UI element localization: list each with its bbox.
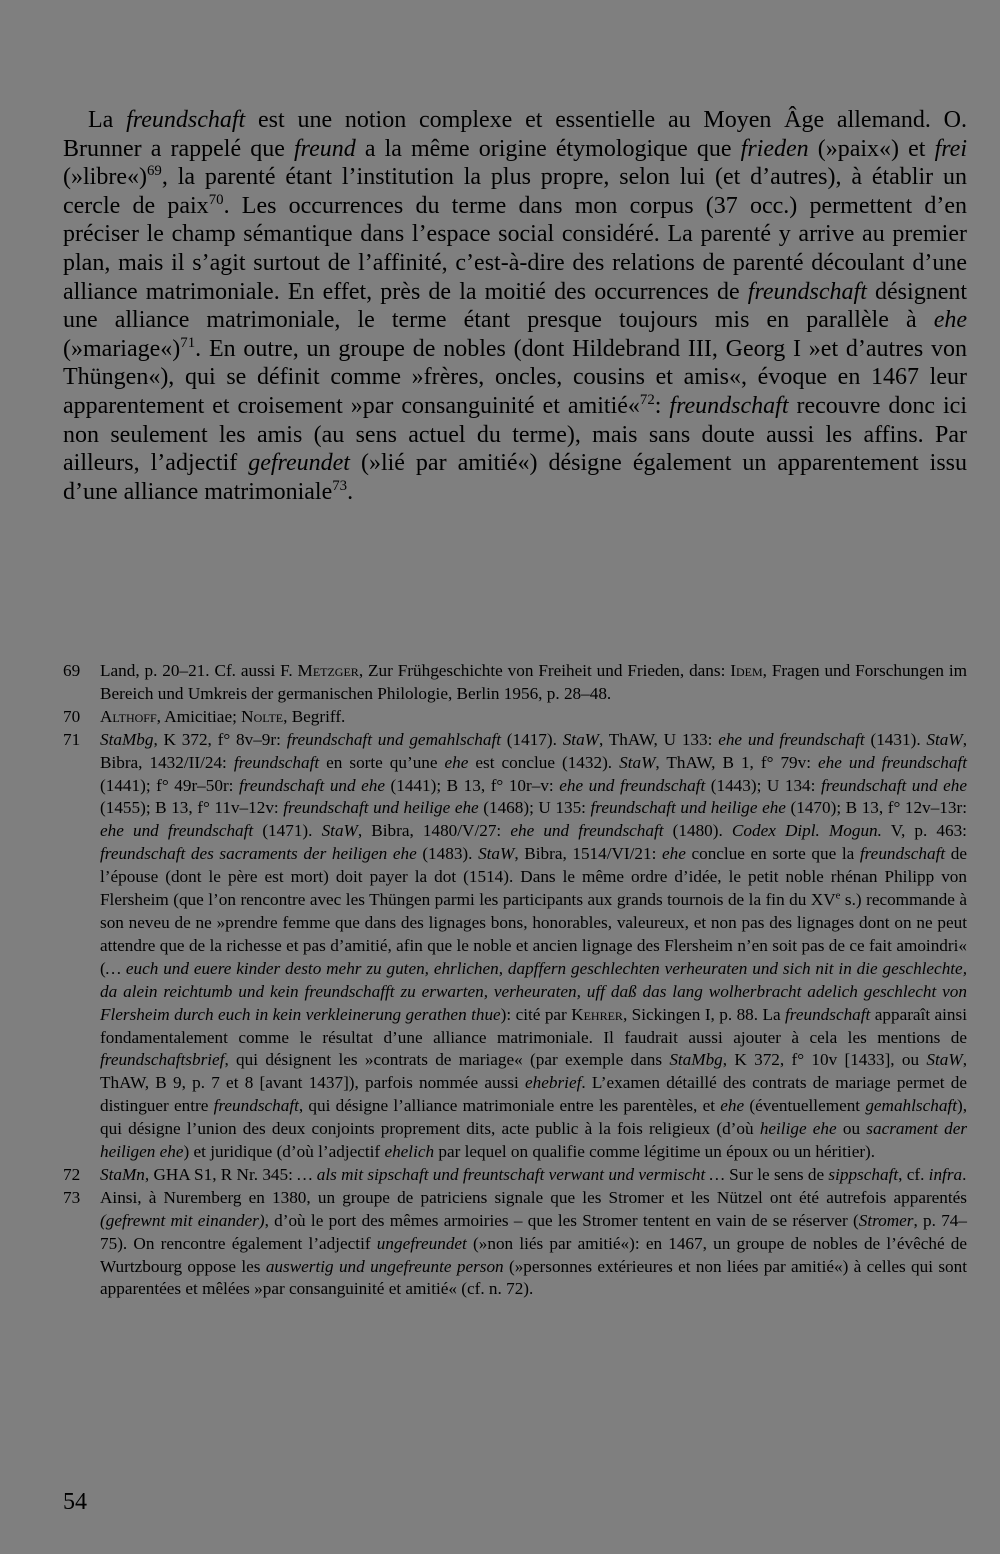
footnote-text: , Bibra, 1514/VI/21: [514,844,662,864]
footnote-text: . L’examen détaillé des contrats de mariage permet de distinguer entre [100,1073,967,1116]
footnote-text: Metzger [297,661,359,680]
footnote-text: est conclue (1432). [468,752,620,772]
footnote-72 [63,1164,967,1187]
footnote-text: (»non liés par amitié«): en 1467, un groupe de nobles de l’évêché de Wurtzbourg oppose les [100,1233,967,1276]
footnote-73 [63,1187,967,1302]
footnote-text: ehelich [384,1142,435,1162]
footnote-number: 69 [63,661,81,680]
footnote-text: , qui désigne l’alliance matrimoniale entre les parentèles, et [298,1096,721,1116]
footnote-text: , p. 74–75). On rencontre également l’adjectif [100,1210,967,1253]
footnote-text: (1443); U 134: [705,775,821,795]
footnote-text: freundschaft des sacraments der heiligen ehe [100,844,417,864]
paragraph-text: désignent une alliance matrimoniale, le terme étant presque toujours mis en parallèle à [63,278,968,334]
footnote-text: gemahlschaft [865,1096,957,1116]
footnote-text: , cf. [898,1164,929,1184]
paragraph-text: . En outre, un groupe de nobles (dont Hildebrand III, Georg I »et d’autres von Thüngen«), qui se définit comme »frères, oncles, cousins et amis«, évoque en 1467 leur apparentement et croisement »par consanguinité et amitié« [63,335,967,419]
footnote-70 [63,706,967,729]
paragraph-text: (»lié par amitié«) désigne également un apparentement issu d’une alliance matrimoniale [63,450,967,505]
footnote-number: 73 [63,1187,81,1207]
footnote-reference: 71 [180,334,196,351]
footnote-text: Sur le sens de [724,1164,829,1184]
footnote-text: ehe und freundschaft [510,821,664,841]
footnote-text: freundschaft und heilige ehe [283,798,479,818]
footnote-reference: 70 [208,191,224,208]
footnote-text: (1417). [501,729,563,749]
footnote-text: par lequel on qualifie comme légitime un époux ou un héritier). [434,1142,876,1162]
footnote-text: en sorte qu’une [319,752,445,772]
footnote-text: (1470); B 13, f° 12v–13r: [785,798,967,818]
paragraph-text: freundschaft [747,278,867,305]
paragraph-text: frei [934,135,967,162]
footnotes-section [63,660,967,1301]
footnote-text: V, p. 463: [881,821,967,841]
footnote-text: Idem [730,661,763,680]
footnote-text: ungefreundet [376,1233,467,1253]
footnote-text: , Fragen und Forschungen im Bereich und Umkreis der germanischen Philologie, Berlin 1956, p. 28–48. [100,661,967,703]
page-number: 54 [63,1489,87,1515]
footnote-text: infra [928,1164,963,1184]
paragraph-text: recouvre donc ici non seulement les amis (au sens actuel du terme), mais sans doute aussi les affins. Par ailleurs, l’adjectif [63,392,967,477]
footnote-text: Stromer [858,1210,914,1230]
footnote-text: auswertig und ungefreunte person [265,1256,504,1276]
paragraph-text: (»paix«) et [808,135,935,162]
footnote-text: Nolte [241,706,284,726]
paragraph-text: : [654,392,670,419]
footnote-71 [63,729,967,1164]
footnote-text: , Begriff. [283,706,346,726]
footnote-text: freundschaft und ehe [820,775,967,795]
footnote-text: freundschaft [785,1004,871,1024]
paragraph-text: freund [293,135,356,162]
footnote-text: , Bibra, 1480/V/27: [357,821,511,841]
footnote-text: , Bibra, 1432/II/24: [100,729,967,772]
footnote-text: , ThAW, U 133: [598,729,719,749]
paragraph-text: gefreundet [248,450,350,477]
footnote-text: StaMbg [669,1050,723,1070]
footnote-text: ehe und freundschaft [559,775,706,795]
footnote-text: apparaît ainsi fondamentalement comme le résultat d’une alliance matrimoniale. Il faudrait aussi ajouter à cela les mentions de [100,1004,967,1047]
footnote-text: StaW [926,1050,963,1070]
footnote-text: freundschaft [233,752,320,772]
footnote-text: , Amicitiae; [156,706,242,726]
paragraph-text: ehe [933,307,967,334]
paragraph-text: frieden [740,135,809,162]
footnote-text: (1455); B 13, f° 11v–12v: [100,798,284,818]
footnote-69 [63,660,967,706]
footnote-text: ehe [720,1096,745,1116]
footnote-text: StaW [562,729,599,749]
footnote-body [100,660,967,706]
footnote-text: ehebrief [525,1073,582,1093]
footnote-number: 72 [63,1164,81,1184]
paragraph-text: est une notion complexe et essentielle au Moyen Âge allemand. O. Brunner a rappelé que [63,107,967,162]
footnote-text: (1441); f° 49r–50r: [100,775,239,795]
footnote-text: ), qui désigne l’union des deux conjoints proprement dits, acte public à la fois religieux (d’où [100,1096,968,1139]
footnote-number: 71 [63,729,81,749]
paragraph-text: . Les occurrences du terme dans mon corpus (37 occ.) permettent d’en préciser le champ sémantique dans l’espace social considéré. La parenté y arrive au premier plan, mais il s’agit surtout de l’affinité, c’est-à-dire des relations de parenté découlant d’une alliance matrimoniale. En effet, près de la moitié des occurrences de [63,192,967,305]
footnote-text: sacrament der heiligen ehe [100,1119,968,1162]
footnote-text: Land, p. 20–21. Cf. aussi F. [100,661,298,680]
paragraph-text: a la même origine étymologique que [355,135,741,162]
footnote-text: conclue en sorte que la [685,844,860,864]
footnote-text: (gefrewnt mit einander) [100,1210,265,1230]
footnote-text: , d’où le port des mêmes armoiries – que les Stromer tentent en vain de se réserver ( [264,1210,859,1230]
footnote-text: freundschaft und ehe [239,775,385,795]
footnote-text: (1441); B 13, f° 10r–v: [385,775,560,795]
footnote-text: , ThAW, B 9, p. 7 et 8 [avant 1437]), parfois nommée aussi [100,1050,967,1093]
footnote-reference: 73 [332,477,348,494]
footnote-text: StaMbg [100,729,154,749]
footnote-text: heilige ehe [759,1119,837,1139]
footnote-text: de l’épouse (dont le père est mort) doit payer la dot (1514). Dans le même ordre d’idée, le petit noble rhénan Philipp von Flersheim (que l’on rencontre avec les Thüngen parmi les participants aux grands tournois de la fin du XV [100,844,967,910]
footnote-number: 70 [63,706,81,726]
footnote-body [100,1164,967,1187]
footnote-text: StaW [478,844,515,864]
footnote-text: freundschaft [213,1096,299,1116]
footnote-text: , K 372, f° 8v–9r: [153,729,287,749]
footnote-text: (1431). [864,729,927,749]
footnote-text: , ThAW, B 1, f° 79v: [655,752,819,772]
footnote-text: StaW [926,729,963,749]
paragraph-text: freundschaft [669,392,789,419]
footnote-text: , Sickingen I, p. 88. La [622,1004,786,1024]
paragraph-text: freundschaft [126,107,246,133]
footnote-reference: 72 [639,391,655,408]
footnote-text: ehe und freundschaft [818,752,967,772]
footnote-body [100,706,967,729]
footnote-text: , Zur Frühgeschichte von Freiheit und Frieden, dans: [358,661,731,680]
footnote-text: (1471). [253,821,322,841]
footnote-text: ehe und freundschaft [718,729,865,749]
main-paragraph [63,106,967,506]
footnote-text: ehe und freundschaft [100,821,254,841]
footnote-reference: e [835,890,841,902]
paragraph-text: (»mariage«) [63,335,181,362]
footnote-text: freundschaft und gemahlschaft [286,729,501,749]
footnote-text: ) et juridique (d’où l’adjectif [183,1142,385,1162]
footnote-reference: 69 [146,163,162,180]
footnote-text: ): cité par [500,1004,572,1024]
footnote-body [100,729,967,1164]
footnote-text: . [962,1164,967,1184]
footnote-text: … als mit sipschaft und freuntschaft verwant und vermischt … [297,1164,725,1184]
footnote-text: (1468); U 135: [478,798,591,818]
footnote-text: Kehrer [571,1004,623,1024]
body-text [63,106,967,506]
footnote-text: ou [836,1119,867,1139]
footnote-text: Ainsi, à Nuremberg en 1380, un groupe de patriciens signale que les Stromer et les Nützel ont été autrefois apparentés [100,1187,967,1207]
footnote-text: StaMn [100,1164,145,1184]
footnote-text: … euch und euere kinder desto mehr zu guten, ehrlichen, dapffern geschlechten verheuraten und sich nit in die geschlechte, da alein reichtumb und kein freundschafft zu erwarten, verheuraten, uff daß das lang wolherbracht adelich geschlecht von Flersheim durch euch in kein verkleinerung gerathen thue [100,958,967,1024]
footnote-text: ehe [662,844,686,864]
paragraph-text: La [88,107,127,133]
footnote-text: (1480). [663,821,732,841]
footnote-text: StaW [321,821,358,841]
footnote-text: s.) recommande à son neveu de ne »prendre femme que dans des lignages bons, honorables, valeureux, et non pas des lignages dont on ne peut attendre que de la richesse et pas d’amitié, afin que le noble et ancien lignage des Flersheim n’en soit pas de ce fait amoindri« ( [100,890,967,978]
footnote-text: StaW [619,752,656,772]
footnote-text: freundschaft und heilige ehe [590,798,786,818]
footnote-text: Althoff [100,706,157,726]
footnote-text: sippschaft [828,1164,899,1184]
footnote-text: (éventuellement [744,1096,866,1116]
paragraph-text: (»libre«) [63,164,147,191]
footnote-text: (»personnes extérieures et non liées par amitié«) à celles qui sont apparentées et mêlées »par consanguinité et amitié« (cf. n. 72). [100,1256,967,1299]
footnote-text: , GHA S1, R Nr. 345: [144,1164,298,1184]
footnote-text: , K 372, f° 10v [1433], ou [722,1050,927,1070]
footnote-text: freundschaftsbrief [100,1050,225,1070]
footnote-text: freundschaft [859,844,946,864]
paragraph-text: . [347,478,354,505]
footnote-text: , qui désignent les »contrats de mariage« (par exemple dans [224,1050,670,1070]
footnote-body [100,1187,967,1302]
footnote-text: (1483). [416,844,479,864]
footnote-text: Codex Dipl. Mogun. [731,821,882,841]
paragraph-text: , la parenté étant l’institution la plus propre, selon lui (et d’autres), à établir un cercle de paix [63,164,967,219]
footnote-text: ehe [444,752,469,772]
